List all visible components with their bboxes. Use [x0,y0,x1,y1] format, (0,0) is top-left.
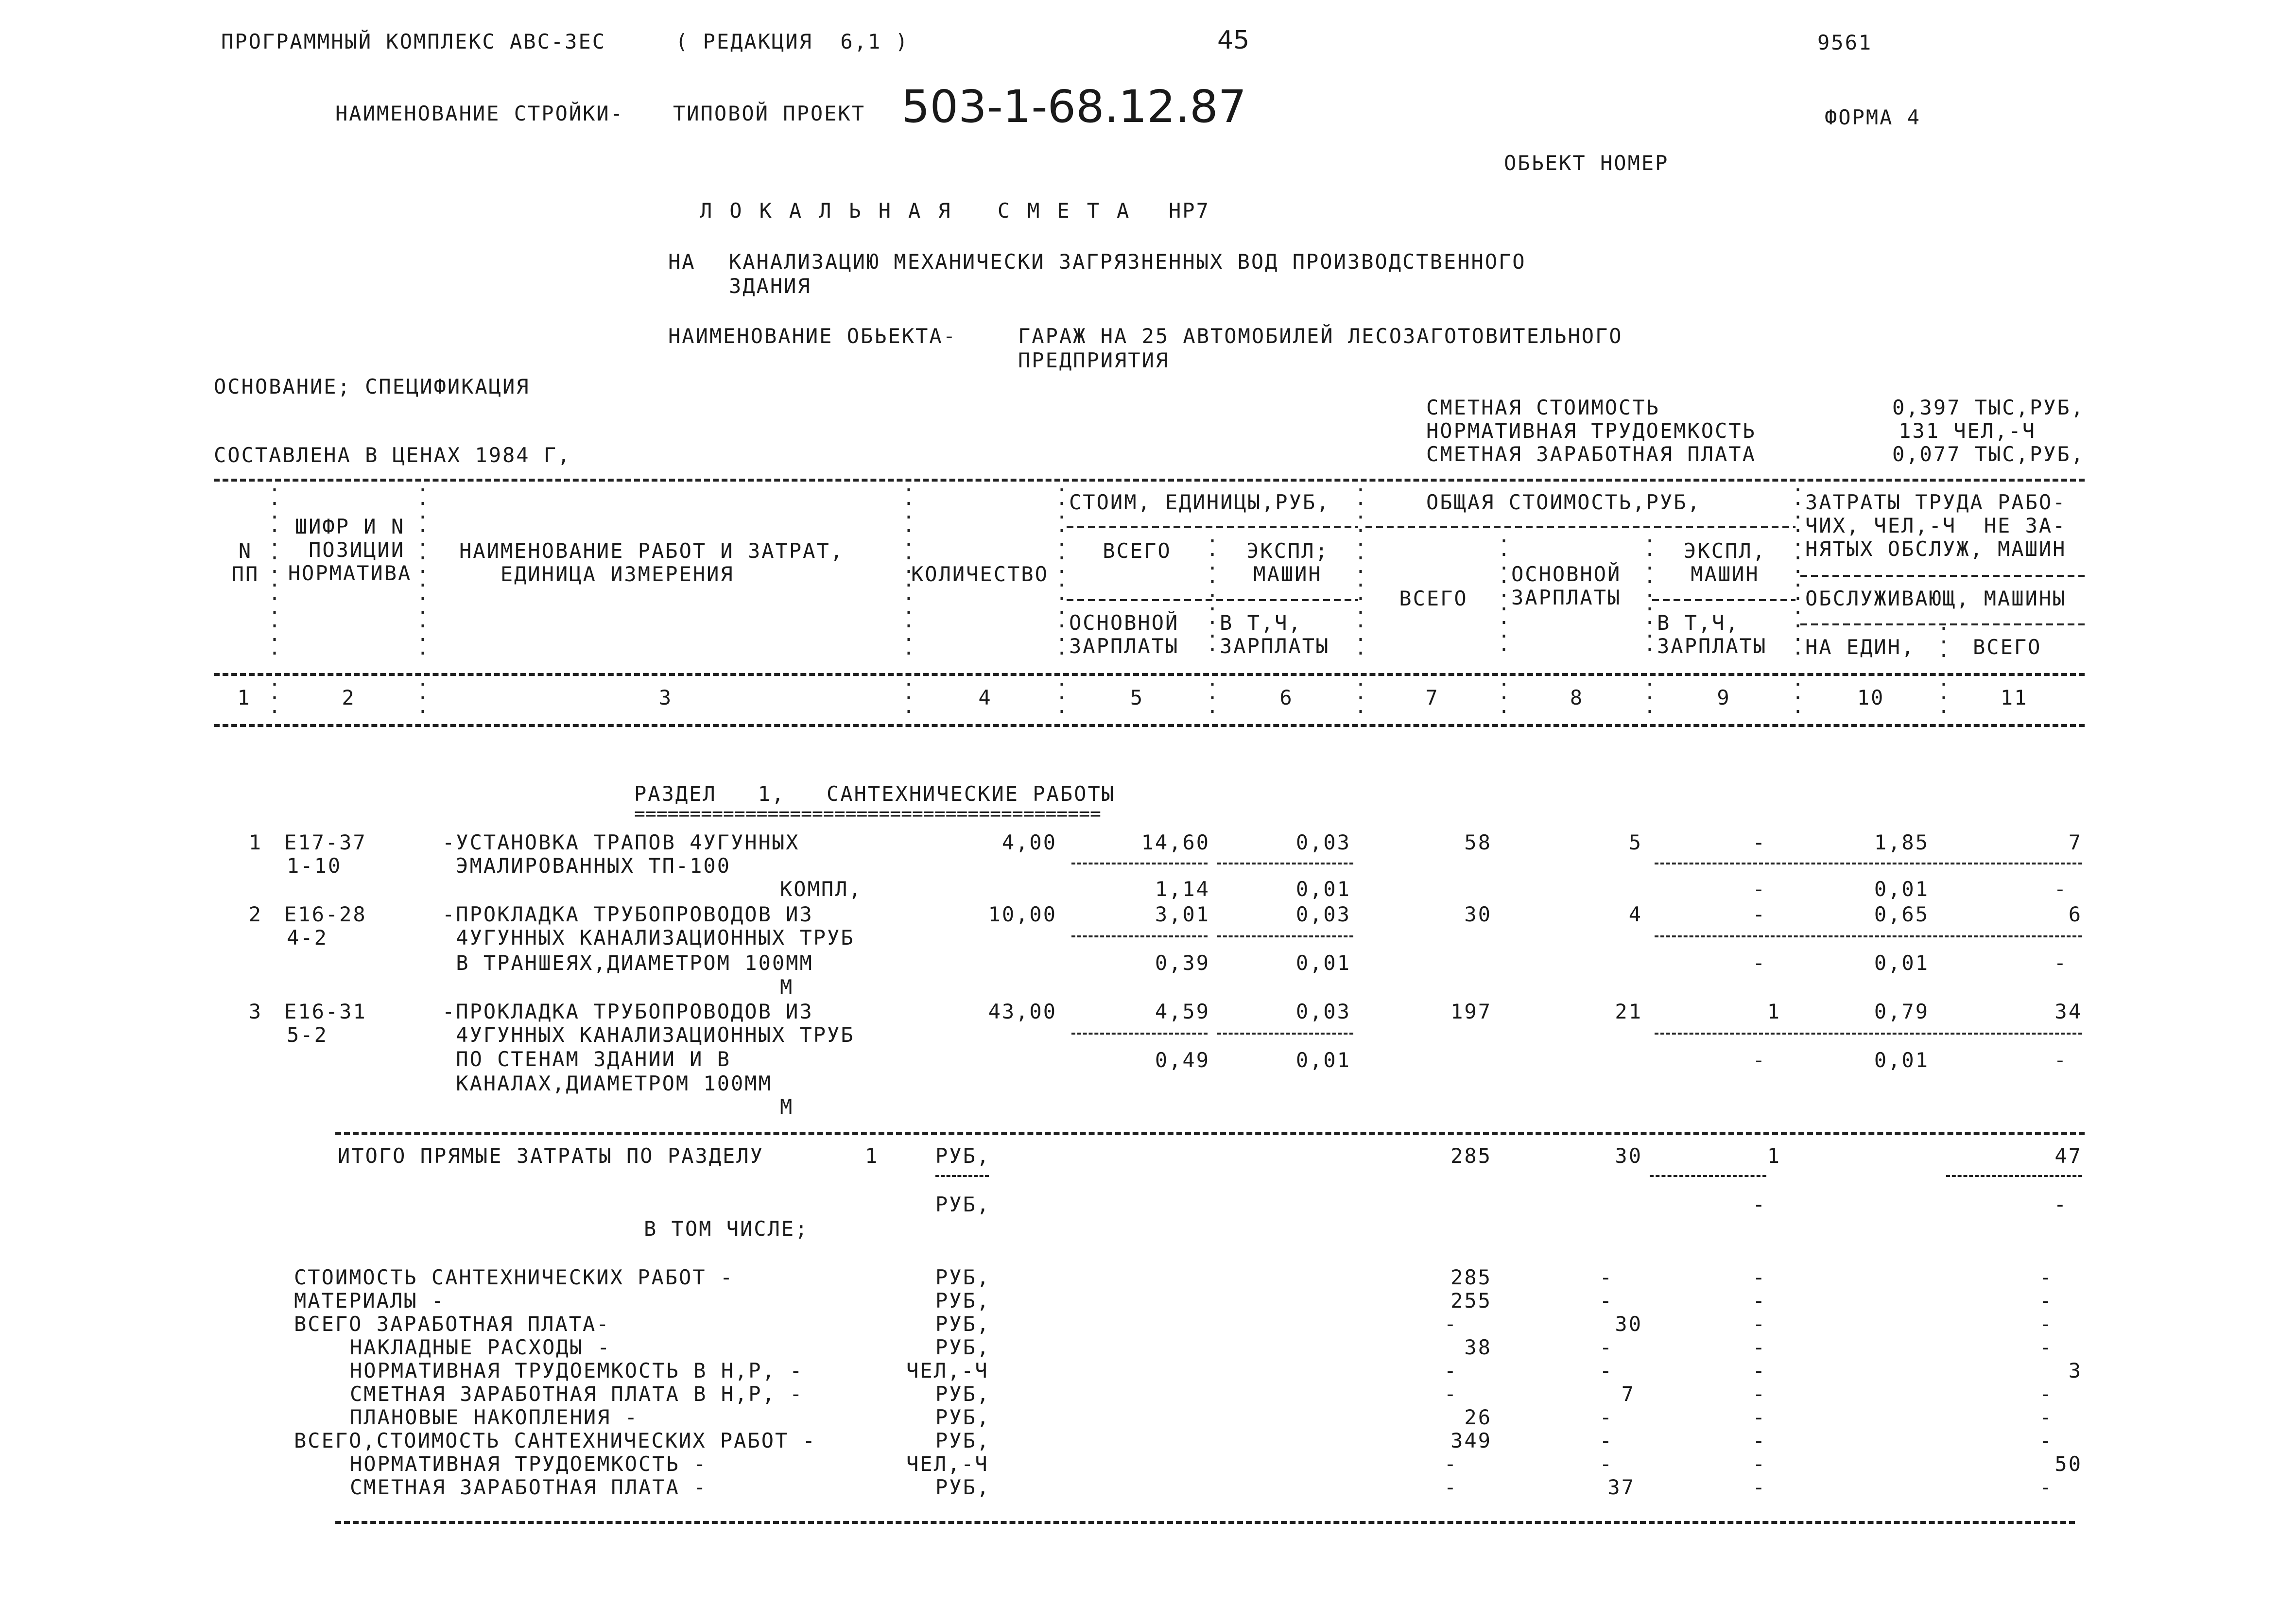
item-unit-cost-total: 14,60 [1141,830,1210,854]
totals-label: ИТОГО ПРЯМЫЕ ЗАТРАТЫ ПО РАЗДЕЛУ [338,1144,764,1168]
subject-prefix: НА [668,250,696,274]
cell-rule [1071,935,1208,937]
item-labor-per-unit: 0,65 [1874,902,1929,926]
item-labor-total: 34 [2054,1000,2082,1023]
object-line-1: ГАРАЖ НА 25 АВТОМОБИЛЕЙ ЛЕСОЗАГОТОВИТЕЛЬНОГО [1018,324,1623,348]
col-header-5-bottom: ОСНОВНОЙ ЗАРПЛАТЫ [1069,611,1179,658]
breakdown-wage: - [1599,1359,1613,1382]
estimate-code: НР7 [1169,199,1210,223]
item-unit-cost-total: 3,01 [1155,902,1210,926]
item-unit-cost-machines: 0,03 [1295,830,1351,854]
item-total-cost: 58 [1464,830,1492,854]
item-machines-wage: - [1752,877,1766,901]
col-group-labor-machines: ОБСЛУЖИВАЮЩ, МАШИНЫ [1805,587,2067,610]
breakdown-machines: - [1752,1312,1766,1336]
cell-rule [1071,1033,1208,1035]
breakdown-wage: - [1599,1265,1613,1289]
summary-value-labor: 131 ЧЕЛ,-Ч [1899,419,2036,443]
breakdown-label: НАКЛАДНЫЕ РАСХОДЫ - [350,1335,611,1359]
item-name-line: ЭМАЛИРОВАННЫХ ТП-100 [442,854,731,878]
object-label: НАИМЕНОВАНИЕ ОБЬЕКТА- [668,324,957,348]
breakdown-cost: 38 [1464,1335,1492,1359]
breakdown-cost: - [1444,1312,1458,1336]
breakdown-machines: - [1752,1382,1766,1406]
item-name-line: 4УГУННЫХ КАНАЛИЗАЦИОННЫХ ТРУБ [442,926,855,950]
col-group-total-cost: ОБЩАЯ СТОИМОСТЬ,РУБ, [1426,490,1701,514]
item-labor-machines-total: - [2054,1048,2068,1072]
col-header-2: ШИФР И N ПОЗИЦИИ НОРМАТИВА [288,515,412,585]
breakdown-labor: - [2039,1312,2053,1336]
in-total-label: В ТОМ ЧИСЛЕ; [644,1217,809,1241]
item-labor-machines-total: - [2054,951,2068,975]
item-code-position: 1-10 [287,854,342,878]
breakdown-wage: - [1599,1405,1613,1429]
item-machines-wage: - [1752,1048,1766,1072]
item-number: 3 [248,1000,262,1023]
col-number-1: 1 [237,686,251,709]
breakdown-machines: - [1752,1265,1766,1289]
breakdown-wage: 37 [1607,1475,1635,1499]
item-code: Е16-31 [284,1000,367,1023]
breakdown-labor: - [2039,1265,2053,1289]
item-labor-per-unit: 1,85 [1874,830,1929,854]
item-quantity: 43,00 [988,1000,1057,1023]
col-number-11: 11 [2000,686,2028,709]
col-header-6-top: ЭКСПЛ; МАШИН [1246,539,1329,586]
col-header-4: КОЛИЧЕСТВО [911,562,1049,586]
cell-rule [1655,1033,2082,1035]
subject-line-2: ЗДАНИЯ [729,274,811,298]
item-quantity: 10,00 [988,902,1057,926]
col-number-9: 9 [1717,686,1731,709]
item-labor-machines-per-unit: 0,01 [1874,951,1929,975]
project-number-handwritten: 503-1-68.12.87 [901,81,1247,133]
breakdown-label: ПЛАНОВЫЕ НАКОПЛЕНИЯ - [350,1405,639,1429]
item-unit-machine-wage: 0,01 [1295,951,1351,975]
item-unit-machine-wage: 0,01 [1295,1048,1351,1072]
col-number-7: 7 [1425,686,1439,709]
breakdown-label: МАТЕРИАЛЫ - [294,1289,446,1313]
item-unit-cost-machines: 0,03 [1295,1000,1351,1023]
item-code: Е16-28 [284,902,367,926]
item-quantity: 4,00 [1001,830,1057,854]
col-group-unit-cost: СТОИМ, ЕДИНИЦЫ,РУБ, [1069,490,1330,514]
item-total-machines: - [1752,830,1766,854]
item-number: 1 [248,830,262,854]
item-name-line: -УСТАНОВКА ТРАПОВ 4УГУННЫХ [442,830,800,854]
item-unit-cost-machines: 0,03 [1295,902,1351,926]
breakdown-unit: РУБ, [935,1405,991,1429]
item-labor-machines-per-unit: 0,01 [1874,1048,1929,1072]
breakdown-labor: - [2039,1382,2053,1406]
doc-code: 9561 [1817,31,1873,54]
item-unit-machine-wage: 0,01 [1295,877,1351,901]
breakdown-wage: - [1599,1335,1613,1359]
cell-rule [935,1175,989,1177]
item-total-wage: 5 [1628,830,1642,854]
col-header-9-top: ЭКСПЛ, МАШИН [1684,539,1766,586]
breakdown-machines: - [1752,1335,1766,1359]
item-code-position: 5-2 [287,1023,328,1047]
cell-rule [1655,863,2082,864]
breakdown-unit: РУБ, [935,1312,991,1336]
item-labor-total: 7 [2068,830,2082,854]
item-unit-wage: 1,14 [1155,877,1210,901]
breakdown-cost: - [1444,1359,1458,1382]
breakdown-wage: - [1599,1452,1613,1476]
object-line-2: ПРЕДПРИЯТИЯ [1018,348,1170,372]
breakdown-labor: - [2039,1405,2053,1429]
item-labor-per-unit: 0,79 [1874,1000,1929,1023]
item-name-line: 4УГУННЫХ КАНАЛИЗАЦИОННЫХ ТРУБ [442,1023,855,1047]
item-machines-wage: - [1752,951,1766,975]
col-number-2: 2 [342,686,356,709]
summary-label-labor: НОРМАТИВНАЯ ТРУДОЕМКОСТЬ [1426,419,1756,443]
totals-unit-2: РУБ, [935,1192,991,1216]
cell-rule [1217,863,1353,864]
breakdown-cost: 285 [1450,1265,1492,1289]
totals-labor: 47 [2054,1144,2082,1168]
totals-section-number: 1 [865,1144,879,1168]
col-number-3: 3 [658,686,673,709]
breakdown-unit: РУБ, [935,1265,991,1289]
item-code: Е17-37 [284,830,367,854]
col-number-8: 8 [1570,686,1584,709]
totals-wage: 30 [1615,1144,1642,1168]
breakdown-labor: - [2039,1335,2053,1359]
breakdown-machines: - [1752,1475,1766,1499]
breakdown-label: ВСЕГО ЗАРАБОТНАЯ ПЛАТА- [294,1312,610,1336]
breakdown-labor: 3 [2068,1359,2082,1382]
item-unit: КОМПЛ, [780,877,863,901]
item-code-position: 4-2 [287,926,328,950]
totals-labor-machines: - [2054,1192,2068,1216]
breakdown-label: СМЕТНАЯ ЗАРАБОТНАЯ ПЛАТА В Н,Р, - [350,1382,804,1406]
project-label: ТИПОВОЙ ПРОЕКТ [673,102,866,125]
breakdown-machines: - [1752,1452,1766,1476]
breakdown-label: НОРМАТИВНАЯ ТРУДОЕМКОСТЬ - [350,1452,708,1476]
totals-machines: 1 [1767,1144,1781,1168]
col-group-labor: ЗАТРАТЫ ТРУДА РАБО- ЧИХ, ЧЕЛ,-Ч НЕ ЗА- НЯТЫХ ОБСЛУЖ, МАШИН [1805,490,2067,561]
object-number-label: ОБЬЕКТ НОМЕР [1504,151,1669,175]
item-name-line: -ПРОКЛАДКА ТРУБОПРОВОДОВ ИЗ [442,1000,813,1023]
item-total-machines: 1 [1767,1000,1781,1023]
breakdown-unit: ЧЕЛ,-Ч [906,1359,989,1382]
totals-machines-wage: - [1752,1192,1766,1216]
prices-basis: СОСТАВЛЕНА В ЦЕНАХ 1984 Г, [214,443,571,467]
breakdown-labor: - [2039,1289,2053,1313]
cell-rule [1650,1175,1766,1177]
col-header-11: ВСЕГО [1973,635,2042,659]
col-header-3: НАИМЕНОВАНИЕ РАБОТ И ЗАТРАТ, ЕДИНИЦА ИЗМЕРЕНИЯ [459,539,845,586]
item-name-line: В ТРАНШЕЯХ,ДИАМЕТРОМ 100ММ [442,951,813,975]
item-total-cost: 197 [1450,1000,1492,1023]
breakdown-machines: - [1752,1429,1766,1452]
breakdown-cost: - [1444,1382,1458,1406]
cell-rule [1071,863,1208,864]
item-unit: М [780,1095,794,1119]
item-labor-total: 6 [2068,902,2082,926]
item-number: 2 [248,902,262,926]
estimate-title: ЛОКАЛЬНАЯ СМЕТА [700,199,1147,223]
item-name-line: -ПРОКЛАДКА ТРУБОПРОВОДОВ ИЗ [442,902,813,926]
breakdown-cost: 26 [1464,1405,1492,1429]
item-name-line: ПО СТЕНАМ ЗДАНИИ И В [442,1047,731,1071]
totals-cost: 285 [1450,1144,1492,1168]
item-total-machines: - [1752,902,1766,926]
cell-rule [1946,1175,2082,1177]
item-labor-machines-total: - [2054,877,2068,901]
breakdown-label: СТОИМОСТЬ САНТЕХНИЧЕСКИХ РАБОТ - [294,1265,734,1289]
form-label: ФОРМА 4 [1825,105,1921,129]
breakdown-machines: - [1752,1405,1766,1429]
breakdown-labor: - [2039,1475,2053,1499]
breakdown-wage: - [1599,1429,1613,1452]
column-numbers-rule [214,724,2085,727]
program-name: ПРОГРАММНЫЙ КОМПЛЕКС АВС-ЗЕС [221,30,606,53]
page-number: 45 [1217,26,1250,55]
item-total-wage: 21 [1615,1000,1642,1023]
breakdown-unit: РУБ, [935,1289,991,1313]
construction-label: НАИМЕНОВАНИЕ СТРОЙКИ- [335,102,624,125]
breakdown-label: НОРМАТИВНАЯ ТРУДОЕМКОСТЬ В Н,Р, - [350,1359,804,1382]
section-underline: ========================================== [634,803,1101,824]
col-number-10: 10 [1857,686,1885,709]
summary-label-cost: СМЕТНАЯ СТОИМОСТЬ [1426,396,1660,419]
cell-rule [1217,1033,1353,1035]
col-header-6-bottom: В Т,Ч, ЗАРПЛАТЫ [1220,611,1330,658]
breakdown-machines: - [1752,1289,1766,1313]
header-rule [214,673,2085,676]
breakdown-wage: 7 [1621,1382,1635,1406]
breakdown-unit: РУБ, [935,1335,991,1359]
breakdown-unit: РУБ, [935,1382,991,1406]
item-labor-machines-per-unit: 0,01 [1874,877,1929,901]
col-header-7: ВСЕГО [1399,587,1468,610]
item-unit-wage: 0,39 [1155,951,1210,975]
breakdown-cost: 349 [1450,1429,1492,1452]
breakdown-label: ВСЕГО,СТОИМОСТЬ САНТЕХНИЧЕСКИХ РАБОТ - [294,1429,816,1452]
totals-unit: РУБ, [935,1144,991,1168]
breakdown-wage: - [1599,1289,1613,1313]
breakdown-cost: - [1444,1475,1458,1499]
item-total-cost: 30 [1464,902,1492,926]
summary-value-cost: 0,397 ТЫС,РУБ, [1892,396,2085,419]
item-unit: М [780,975,794,999]
col-header-1: N ПП [231,539,259,586]
program-edition: ( РЕДАКЦИЯ 6,1 ) [675,30,909,53]
item-total-wage: 4 [1628,902,1642,926]
items-end-rule [335,1132,2085,1135]
basis: ОСНОВАНИЕ; СПЕЦИФИКАЦИЯ [214,375,530,398]
col-header-9-bottom: В Т,Ч, ЗАРПЛАТЫ [1657,611,1767,658]
col-number-6: 6 [1279,686,1294,709]
summary-value-wage: 0,077 ТЫС,РУБ, [1892,442,2085,466]
col-header-10: НА ЕДИН, [1805,635,1916,659]
breakdown-labor: - [2039,1429,2053,1452]
breakdown-wage: 30 [1615,1312,1642,1336]
breakdown-machines: - [1752,1359,1766,1382]
breakdown-cost: - [1444,1452,1458,1476]
summary-label-wage: СМЕТНАЯ ЗАРАБОТНАЯ ПЛАТА [1426,442,1756,466]
breakdown-labor: 50 [2054,1452,2082,1476]
breakdown-unit: ЧЕЛ,-Ч [906,1452,989,1476]
breakdown-unit: РУБ, [935,1475,991,1499]
breakdown-cost: 255 [1450,1289,1492,1313]
section-title: РАЗДЕЛ 1, САНТЕХНИЧЕСКИЕ РАБОТЫ [634,782,1116,806]
col-number-4: 4 [978,686,992,709]
breakdown-unit: РУБ, [935,1429,991,1452]
col-number-5: 5 [1130,686,1144,709]
item-name-line: КАНАЛАХ,ДИАМЕТРОМ 100ММ [442,1071,772,1095]
subject-line-1: КАНАЛИЗАЦИЮ МЕХАНИЧЕСКИ ЗАГРЯЗНЕННЫХ ВОД ПРОИЗВОДСТВЕННОГО [729,250,1526,274]
cell-rule [1217,935,1353,937]
col-header-5-top: ВСЕГО [1103,539,1172,563]
item-unit-cost-total: 4,59 [1155,1000,1210,1023]
breakdown-label: СМЕТНАЯ ЗАРАБОТНАЯ ПЛАТА - [350,1475,708,1499]
bottom-rule [335,1521,2075,1524]
item-unit-wage: 0,49 [1155,1048,1210,1072]
cell-rule [1655,935,2082,937]
col-header-8: ОСНОВНОЙ ЗАРПЛАТЫ [1511,562,1622,609]
